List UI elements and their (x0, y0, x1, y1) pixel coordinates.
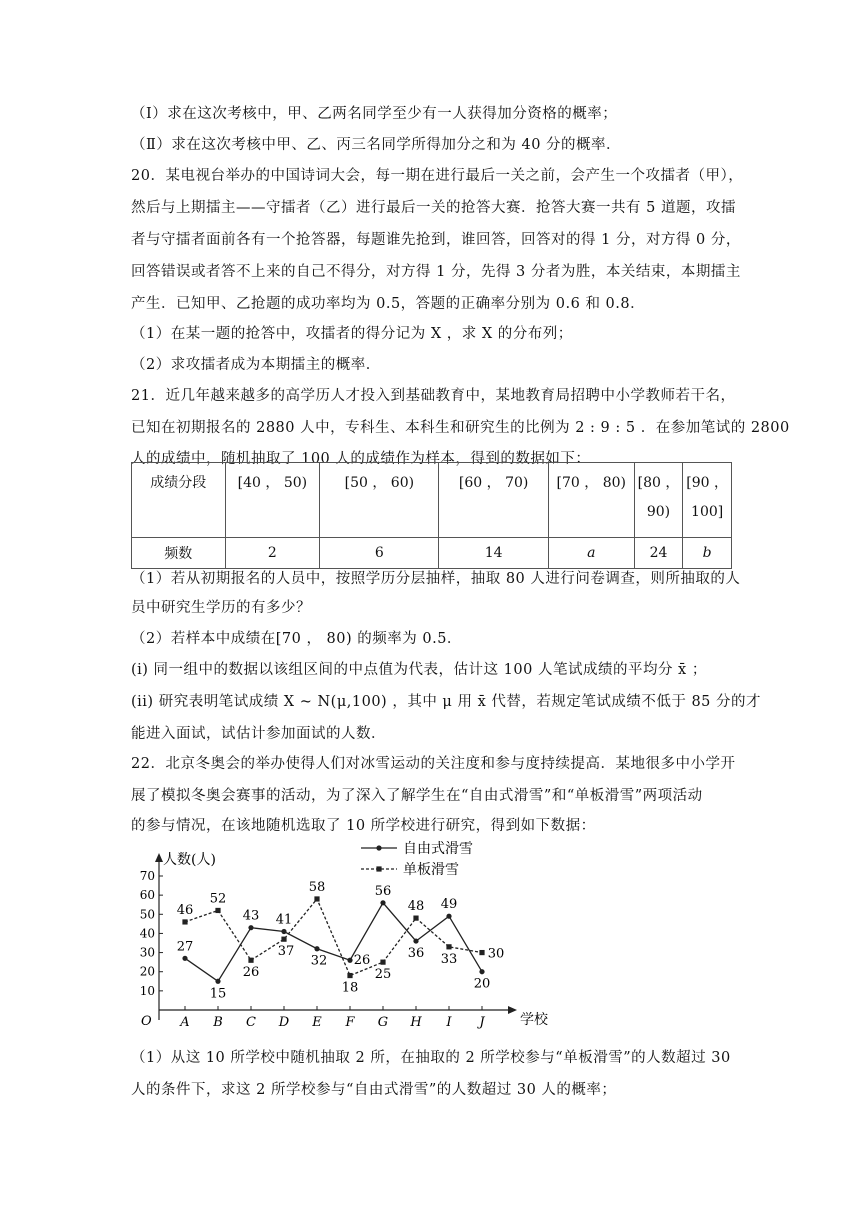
x-tick-label: H (410, 1015, 422, 1030)
data-point (182, 956, 187, 961)
data-label: 32 (310, 953, 328, 969)
table-cell: 成绩分段 (132, 463, 226, 538)
table-cell: 2 (225, 538, 320, 569)
data-point (281, 929, 286, 934)
x-tick-label: A (180, 1015, 190, 1030)
q21-part1-line1: （1）若从初期报名的人员中，按照学历分层抽样，抽取 80 人进行问卷调查，则所抽取的人 (131, 571, 741, 587)
q21-line1: 21．近几年越来越多的高学历人才投入到基础教育中，某地教育局招聘中小学教师若干名， (131, 388, 736, 404)
table-cell: b (683, 538, 732, 569)
q22-line3: 的参与情况，在该地随机选取了 10 所学校进行研究，得到如下数据： (131, 818, 596, 834)
score-frequency-table (131, 462, 732, 569)
table-header-row (132, 463, 732, 538)
legend-marker-1 (376, 845, 381, 850)
data-point (215, 979, 220, 984)
x-tick-label: B (213, 1015, 223, 1030)
q22-part1-line1: （1）从这 10 所学校中随机抽取 2 所，在抽取的 2 所学校参与“单板滑雪”的人数超过 30 (131, 1050, 731, 1066)
data-label: 58 (308, 879, 326, 895)
table-cell: [80 ， 90) (634, 463, 683, 538)
data-point (479, 950, 484, 955)
data-point (215, 908, 220, 913)
data-label: 26 (242, 965, 260, 981)
x-tick-label: G (377, 1015, 389, 1030)
q21-part2-ii-line2: 能进入面试，试估计参加面试的人数． (131, 726, 386, 742)
x-axis-arrow (508, 1006, 517, 1014)
data-point (380, 900, 385, 905)
q22-line2: 展了模拟冬奥会赛事的活动，为了深入了解学生在“自由式滑雪”和“单板滑雪”两项活动 (131, 788, 703, 804)
origin-label: O (141, 1014, 152, 1029)
data-point (314, 946, 319, 951)
data-point (446, 914, 451, 919)
data-point (413, 916, 418, 921)
data-label: 46 (176, 902, 194, 918)
data-label: 43 (242, 908, 260, 924)
q22-line1: 22．北京冬奥会的举办使得人们对冰雪运动的关注度和参与度持续提高．某地很多中小学开 (131, 756, 736, 772)
q21-part2-i: (i) 同一组中的数据以该组区间的中点值为代表，估计这 100 人笔试成绩的平均分 x̄ ； (131, 662, 707, 678)
data-label: 37 (277, 944, 295, 960)
data-point (314, 896, 319, 901)
x-tick-label: F (345, 1015, 355, 1030)
data-label: 25 (374, 967, 392, 983)
data-point (380, 960, 385, 965)
table-row (132, 538, 732, 569)
data-label: 26 (353, 953, 371, 969)
data-point (479, 969, 484, 974)
data-label: 36 (407, 946, 425, 962)
y-axis-arrow (155, 853, 163, 862)
q21-part2: （2）若样本中成绩在[70 ， 80) 的频率为 0.5． (131, 631, 462, 647)
data-point (248, 925, 253, 930)
data-label: 52 (209, 891, 227, 907)
legend-label-1: 自由式滑雪 (403, 841, 473, 857)
q21-line3: 人的成绩中，随机抽取了 100 人的成绩作为样本，得到的数据如下： (131, 451, 591, 467)
legend-label-2: 单板滑雪 (403, 862, 459, 878)
series-line-2 (185, 899, 482, 976)
q20-line1: 20．某电视台举办的中国诗词大会，每一期在进行最后一关之前，会产生一个攻擂者（甲）， (131, 168, 744, 184)
x-tick-label: D (278, 1015, 290, 1030)
table-cell: 频数 (132, 538, 226, 569)
q20-line4: 回答错误或者答不上来的自己不得分，对方得 1 分，先得 3 分者为胜，本关结束，本期擂主 (131, 264, 741, 280)
table-cell: [70 ， 80) (548, 463, 634, 538)
x-tick-label: C (246, 1015, 256, 1030)
data-point (248, 958, 253, 963)
data-label: 56 (374, 883, 392, 899)
q20-line5: 产生．已知甲、乙抢题的成功率均为 0.5，答题的正确率分别为 0.6 和 0.8． (131, 296, 646, 312)
table-cell: [90 ， 100] (683, 463, 732, 538)
data-label: 41 (275, 912, 293, 928)
data-point (281, 937, 286, 942)
q19-part2: （Ⅱ）求在这次考核中甲、乙、丙三名同学所得加分之和为 40 分的概率． (131, 137, 622, 153)
table-cell: 6 (320, 538, 439, 569)
q21-part1-line2: 员中研究生学历的有多少？ (131, 600, 311, 616)
table-cell: [40 ， 50) (225, 463, 320, 538)
data-point (182, 919, 187, 924)
data-label: 27 (176, 939, 194, 955)
table-cell: 24 (634, 538, 683, 569)
q20-line3: 者与守擂者面前各有一个抢答器，每题谁先抢到，谁回答，回答对的得 1 分，对方得 0 分， (131, 232, 741, 248)
x-tick-label: E (312, 1015, 322, 1030)
table-cell: [60 ， 70) (439, 463, 548, 538)
y-tick-label: 70 (139, 869, 155, 883)
q20-part1: （1）在某一题的抢答中，攻擂者的得分记为 X ，求 X 的分布列； (131, 326, 573, 342)
q20-part2: （2）求攻擂者成为本期擂主的概率． (131, 357, 381, 373)
data-point (446, 944, 451, 949)
data-label: 33 (440, 951, 458, 967)
y-axis-label: 人数(人) (163, 852, 216, 868)
data-label: 49 (440, 897, 458, 913)
x-tick-label: J (479, 1015, 485, 1030)
x-tick-label: I (446, 1015, 452, 1030)
ski-participation-line-chart (125, 838, 548, 1038)
q21-line2: 已知在初期报名的 2880 人中，专科生、本科生和研究生的比例为 2 : 9 : 5 ．在参加笔试的 2800 (131, 420, 790, 436)
data-point (347, 958, 352, 963)
data-point (413, 938, 418, 943)
data-label: 15 (209, 986, 227, 1002)
x-axis-label: 学校 (520, 1012, 548, 1028)
table-cell: [50 ， 60) (320, 463, 439, 538)
series-line-1 (185, 903, 482, 981)
data-label: 30 (487, 946, 505, 962)
table-cell: 14 (439, 538, 548, 569)
y-tick-label: 60 (139, 888, 155, 903)
data-label: 48 (407, 899, 425, 915)
q20-line2: 然后与上期擂主——守擂者（乙）进行最后一关的抢答大赛．抢答大赛一共有 5 道题，攻擂 (131, 200, 736, 216)
q21-part2-ii-line1: (ii) 研究表明笔试成绩 X ~ N(μ,100) ，其中 μ 用 x̄ 代替，若规定笔试成绩不低于 85 分的才 (131, 694, 762, 710)
data-label: 18 (341, 980, 359, 996)
table-cell: a (548, 538, 634, 569)
q19-part1: （Ⅰ）求在这次考核中，甲、乙两名同学至少有一人获得加分资格的概率； (131, 106, 618, 122)
legend-marker-2 (376, 866, 381, 871)
y-tick-label: 20 (139, 964, 155, 979)
q22-part1-line2: 人的条件下，求这 2 所学校参与“自由式滑雪”的人数超过 30 人的概率； (131, 1082, 617, 1098)
data-point (347, 973, 352, 978)
y-tick-label: 40 (139, 926, 155, 941)
data-label: 20 (473, 976, 491, 992)
y-tick-label: 50 (139, 907, 155, 922)
y-tick-label: 10 (139, 983, 155, 998)
y-tick-label: 30 (139, 945, 155, 960)
